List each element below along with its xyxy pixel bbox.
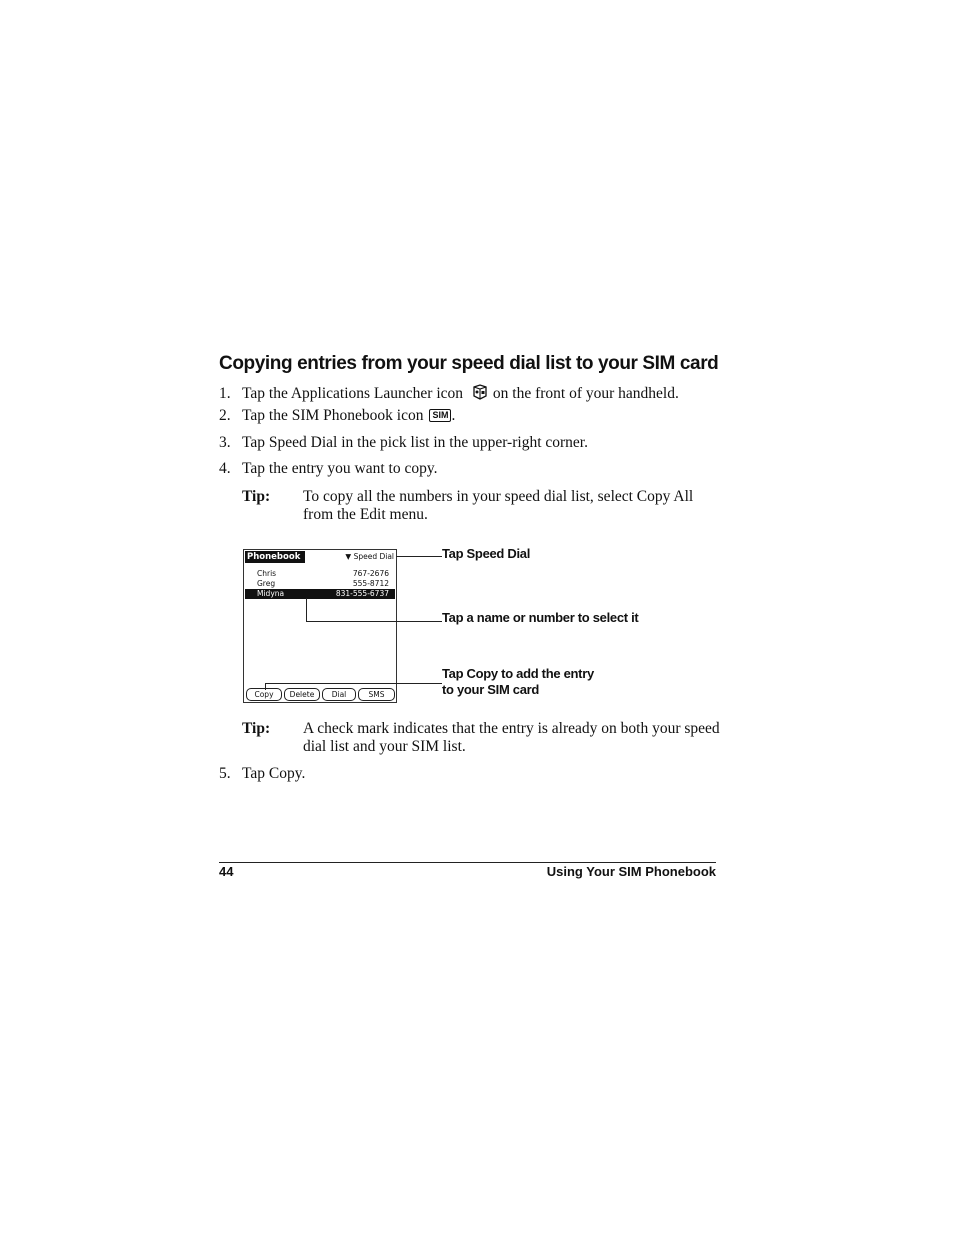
step-number: 3. [219,434,231,451]
section-heading: Copying entries from your speed dial list to your SIM card [219,353,719,374]
entry-number: 831-555-6737 [335,589,389,598]
step-text: Tap the entry you want to copy. [242,460,438,477]
step-5 [219,765,305,783]
callout-line-select [306,621,442,622]
step-number: 1. [219,385,231,403]
callout-line-copy [265,683,442,684]
list-item[interactable] [245,579,395,589]
step-text: Tap Speed Dial in the pick list in the upper-right corner. [242,434,588,451]
step-number: 2. [219,407,231,424]
tip-text: To copy all the numbers in your speed dial list, select Copy All from the Edit menu. [303,488,694,523]
list-item[interactable] [245,569,395,579]
tip-text: A check mark indicates that the entry is already on both your speed dial list and your SIM list. [303,720,720,755]
callout-select: Tap a name or number to select it [442,610,639,625]
tip-label: Tip: [242,720,271,737]
step-number: 5. [219,765,231,782]
page-number: 44 [219,864,234,879]
step-text-cont: on the front of your handheld. [492,385,679,403]
step-number: 4. [219,460,231,477]
delete-button[interactable]: Delete [284,688,320,701]
picklist-label: Speed Dial [353,552,394,561]
footer-rule [219,862,716,863]
step-text: Tap the Applications Launcher icon [242,385,464,403]
step-text-cont: . [451,407,456,424]
step-text: Tap Copy. [242,765,306,782]
entry-name: Greg [257,579,276,588]
dial-button[interactable]: Dial [322,688,356,701]
step-4 [219,460,437,478]
speed-dial-picklist[interactable] [345,551,394,563]
callout-speed-dial: Tap Speed Dial [442,546,531,561]
callout-copy-line2: to your SIM card [442,682,540,697]
list-item-selected[interactable] [245,589,395,599]
entry-name: Midyna [257,589,285,598]
callout-line-speed-dial [396,556,442,557]
tip-label: Tip: [242,488,271,505]
callout-line-select-vertical [306,598,307,621]
sim-phonebook-icon: SIM [429,409,451,422]
dropdown-triangle-icon: ▼ [345,552,352,561]
applications-launcher-icon [471,383,489,406]
chapter-title: Using Your SIM Phonebook [546,864,716,879]
copy-button[interactable]: Copy [246,688,282,701]
step-3 [219,434,588,452]
step-2 [219,407,455,425]
callout-line-copy-vertical [265,683,266,690]
entry-number: 555-8712 [352,579,389,588]
app-title: Phonebook [245,551,305,563]
sms-button[interactable]: SMS [358,688,395,701]
phonebook-screen [243,549,397,703]
entry-number: 767-2676 [352,569,389,578]
step-text: Tap the SIM Phonebook icon [242,407,424,424]
callout-copy-line1: Tap Copy to add the entry [442,666,594,681]
step-1 [219,383,679,406]
entry-name: Chris [257,569,277,578]
